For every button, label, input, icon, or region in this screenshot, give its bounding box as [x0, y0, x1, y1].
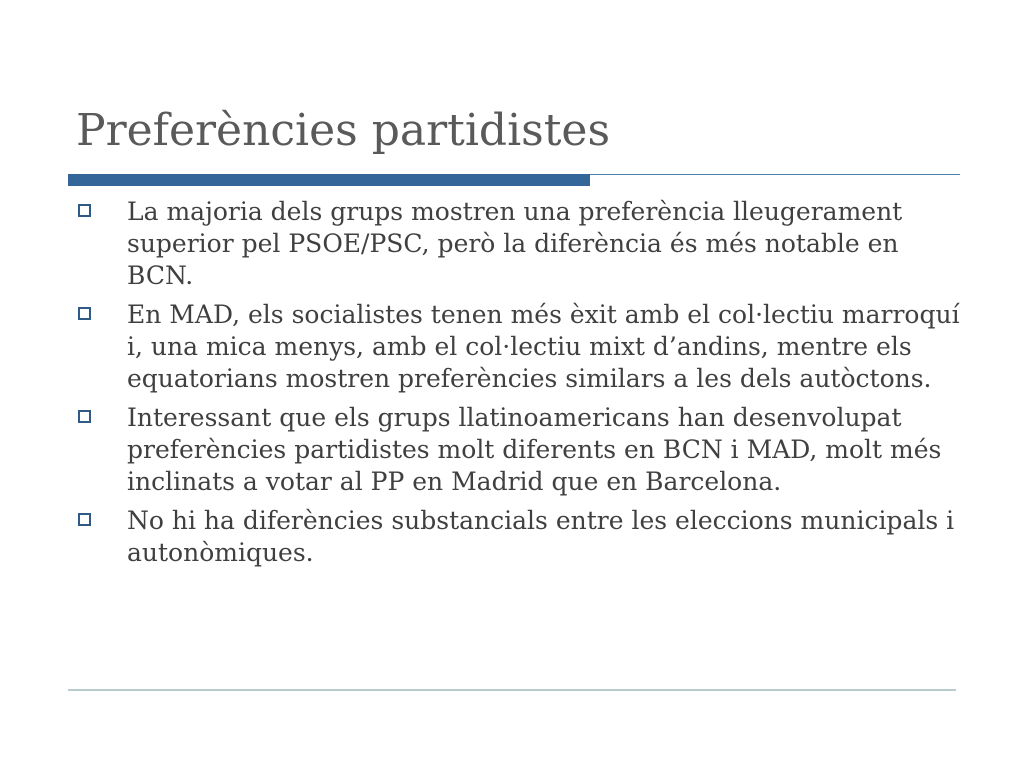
square-bullet-icon	[78, 513, 91, 526]
bullet-item	[76, 299, 966, 395]
bullet-item	[76, 505, 966, 569]
bullet-text: Interessant que els grups llatinoamericans han desenvolupat preferències partidistes molt diferents en BCN i MAD, molt més inclinats a votar al PP en Madrid que en Barcelona.	[127, 403, 942, 496]
bullet-item	[76, 196, 966, 292]
bullet-text: La majoria dels grups mostren una preferència lleugerament superior pel PSOE/PSC, però la diferència és més notable en BCN.	[127, 197, 903, 290]
bullet-text: No hi ha diferències substancials entre les eleccions municipals i autonòmiques.	[127, 506, 955, 567]
title-accent-bar	[68, 174, 590, 186]
square-bullet-icon	[78, 204, 91, 217]
slide-title: Preferències partidistes	[76, 105, 611, 156]
bullet-list	[76, 196, 966, 576]
title-thin-rule	[590, 174, 960, 175]
bullet-text: En MAD, els socialistes tenen més èxit amb el col·lectiu marroquí i, una mica menys, amb el col·lectiu mixt d’andins, mentre els equatorians mostren preferències similars a les dels autòctons.	[127, 300, 960, 393]
footer-rule	[68, 689, 956, 691]
bullet-item	[76, 402, 966, 498]
square-bullet-icon	[78, 410, 91, 423]
square-bullet-icon	[78, 307, 91, 320]
